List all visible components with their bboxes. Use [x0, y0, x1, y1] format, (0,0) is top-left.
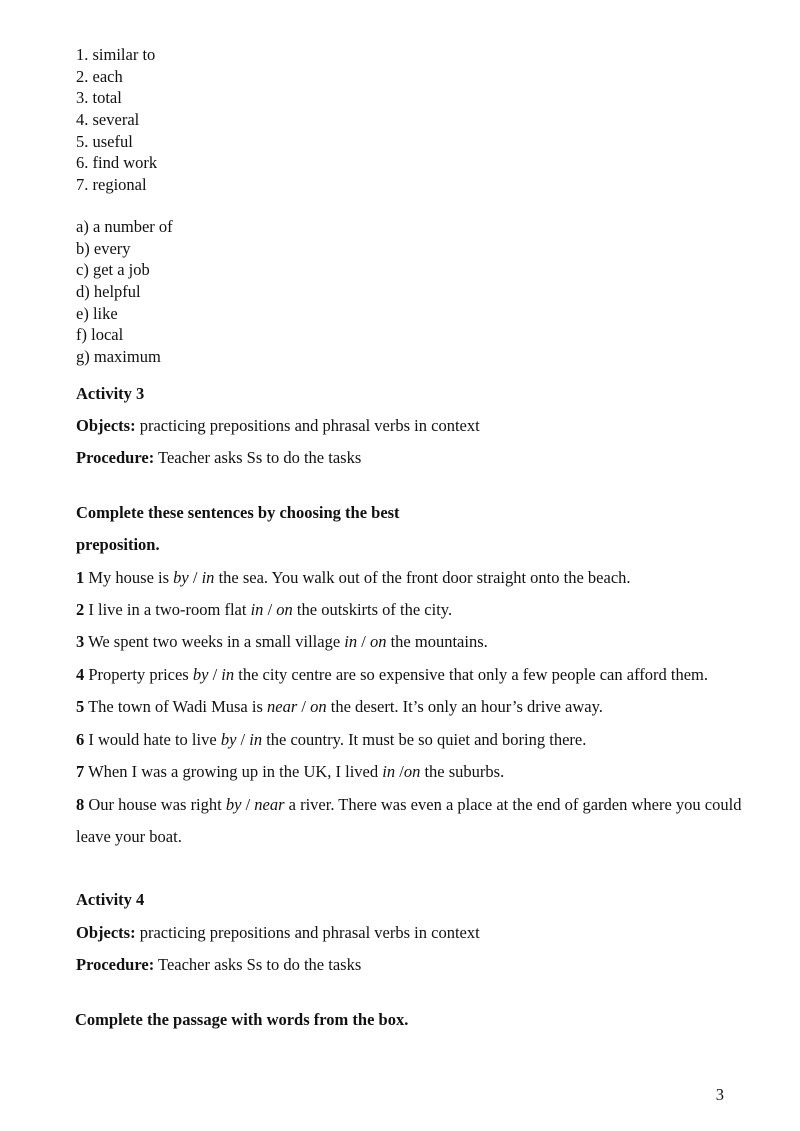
- option-separator: /: [357, 632, 370, 652]
- list-item: g) maximum: [76, 346, 161, 366]
- list-item: 4. several: [76, 110, 140, 130]
- sentence: [76, 626, 766, 658]
- list-item: a) a number of: [76, 216, 173, 236]
- sentence-number: 5: [76, 697, 85, 717]
- procedure-label: Procedure:: [76, 955, 155, 975]
- objects-text: practicing prepositions and phrasal verbs in context: [135, 416, 480, 436]
- list-item: 5. useful: [76, 131, 133, 151]
- sentence-number: 4: [76, 664, 85, 684]
- activity-4-section: [76, 884, 766, 1036]
- sentence: [76, 691, 766, 723]
- sentence-text: The town of Wadi Musa is: [84, 697, 268, 717]
- list-item: b) every: [76, 238, 131, 258]
- sentence-text: a river. There was even a place at the end of garden where you could leave your boat.: [76, 794, 742, 846]
- option-a: in: [250, 600, 264, 620]
- option-separator: /: [236, 729, 250, 749]
- sentence: [76, 789, 766, 854]
- sentence-text: I live in a two-room flat: [84, 600, 251, 620]
- sentence-number: 3: [76, 632, 85, 652]
- procedure-line: [76, 442, 766, 474]
- sentence: [76, 724, 766, 756]
- sentence-text: When I was a growing up in the UK, I lived: [84, 762, 383, 782]
- sentence-text: the suburbs.: [420, 762, 505, 782]
- option-a: by: [173, 567, 189, 587]
- option-b: in: [221, 664, 235, 684]
- list-item: 1. similar to: [76, 45, 156, 64]
- list-item: 7. regional: [76, 175, 147, 195]
- sentence-text: the mountains.: [386, 632, 488, 652]
- option-a: in: [382, 762, 396, 782]
- option-separator: /: [208, 664, 222, 684]
- sentence-text: the sea. You walk out of the front door straight onto the beach.: [214, 567, 631, 587]
- instruction-line: Complete the passage with words from the box.: [75, 1009, 409, 1029]
- sentence-text: We spent two weeks in a small village: [84, 632, 345, 652]
- instruction-line: preposition.: [76, 535, 160, 555]
- list-item: f) local: [76, 325, 124, 345]
- sentence-text: My house is: [84, 567, 174, 587]
- option-a: by: [225, 794, 242, 814]
- sentence: [76, 562, 766, 594]
- activity-heading: Activity 4: [76, 890, 145, 910]
- option-a: near: [267, 697, 298, 717]
- sentence-number: 1: [76, 567, 85, 587]
- numbered-word-list: [76, 44, 766, 196]
- sentence-text: the city centre are so expensive that only a few people can afford them.: [234, 664, 709, 684]
- procedure-text: Teacher asks Ss to do the tasks: [154, 448, 362, 468]
- option-a: in: [344, 632, 358, 652]
- objects-text: practicing prepositions and phrasal verbs in context: [135, 922, 480, 942]
- sentence-number: 6: [76, 729, 85, 749]
- option-b: near: [254, 794, 285, 814]
- document-page: [76, 44, 766, 1036]
- page-number: 3: [715, 1085, 724, 1104]
- option-separator: /: [241, 794, 255, 814]
- activity-heading: Activity 3: [76, 383, 145, 403]
- option-separator: /: [188, 567, 202, 587]
- option-separator: /: [395, 762, 404, 782]
- list-item: e) like: [76, 303, 118, 323]
- sentence-number: 8: [76, 794, 85, 814]
- option-a: by: [220, 729, 237, 749]
- option-b: on: [403, 762, 421, 782]
- sentence: [76, 594, 766, 626]
- objects-label: Objects:: [76, 416, 136, 436]
- option-b: on: [276, 600, 293, 620]
- option-b: on: [369, 632, 387, 652]
- sentence-number: 7: [76, 762, 85, 782]
- option-separator: /: [263, 600, 277, 620]
- sentence-text: the outskirts of the city.: [292, 600, 453, 620]
- sentence: [76, 756, 766, 788]
- list-item: c) get a job: [76, 260, 150, 280]
- lettered-word-list: [76, 216, 766, 368]
- option-b: on: [310, 697, 327, 717]
- sentence-text: the desert. It’s only an hour’s drive away.: [326, 697, 603, 717]
- sentence-text: Our house was right: [84, 794, 226, 814]
- list-item: d) helpful: [76, 281, 141, 301]
- list-item: 6. find work: [76, 153, 158, 173]
- procedure-text: Teacher asks Ss to do the tasks: [154, 955, 362, 975]
- sentence-number: 2: [76, 600, 85, 620]
- sentence-text: the country. It must be so quiet and boring there.: [262, 729, 587, 749]
- objects-label: Objects:: [76, 922, 136, 942]
- procedure-label: Procedure:: [76, 448, 155, 468]
- sentence-text: Property prices: [84, 664, 193, 684]
- option-b: in: [249, 729, 263, 749]
- option-b: in: [201, 567, 215, 587]
- option-a: by: [192, 664, 209, 684]
- list-item: 3. total: [76, 88, 122, 108]
- sentence-text: I would hate to live: [84, 729, 221, 749]
- option-separator: /: [297, 697, 311, 717]
- procedure-line: [76, 949, 766, 981]
- list-item: 2. each: [76, 66, 123, 86]
- instruction-line: Complete these sentences by choosing the best: [76, 502, 400, 522]
- sentence: [76, 659, 716, 691]
- objects-line: [76, 410, 766, 442]
- activity-3-section: [76, 378, 766, 854]
- objects-line: [76, 917, 766, 949]
